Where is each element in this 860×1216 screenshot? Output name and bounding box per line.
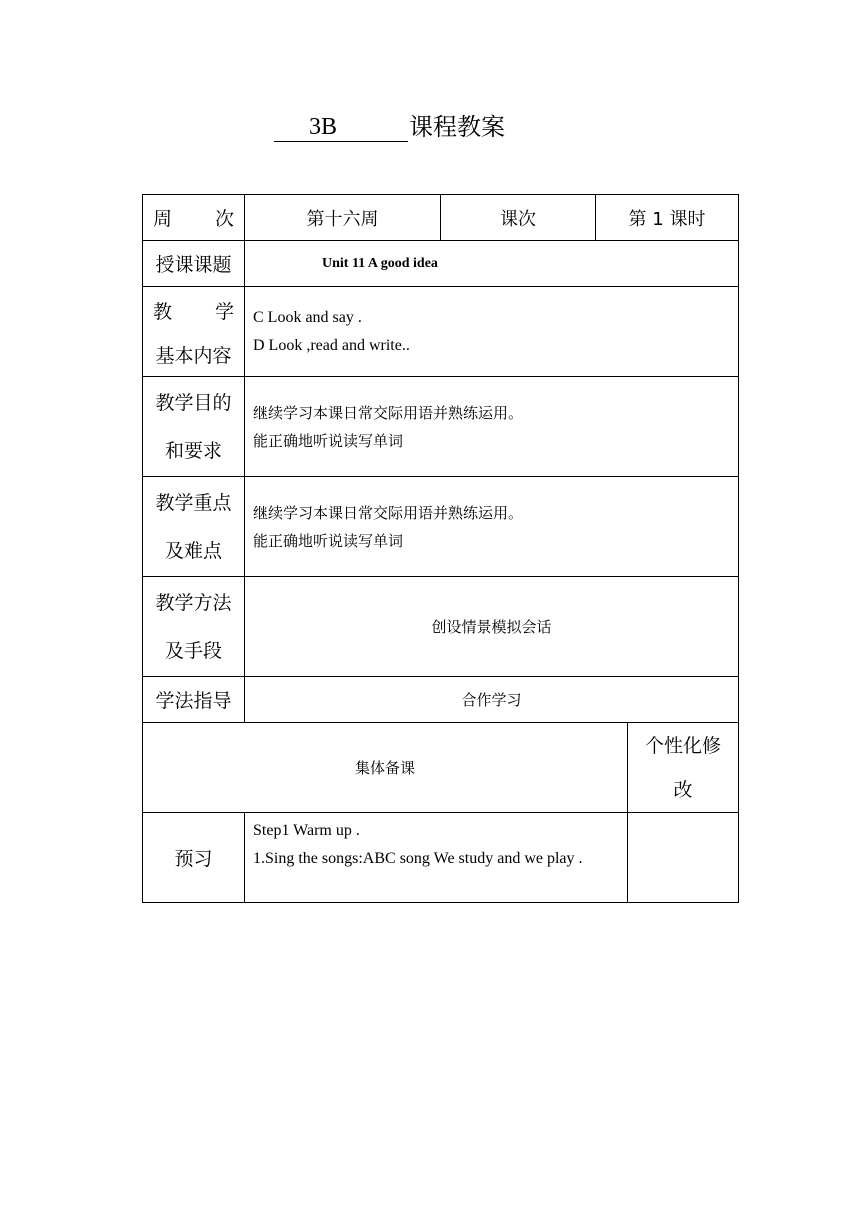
content-line: D Look ,read and write.. xyxy=(253,336,410,354)
week-row xyxy=(143,195,739,241)
week-value: 第十六周 xyxy=(245,195,441,241)
goals-row xyxy=(143,377,739,477)
guide-label: 学法指导 xyxy=(143,677,245,723)
lesson-label: 课次 xyxy=(441,195,596,241)
grade-label: 3B xyxy=(274,112,408,142)
focus-label xyxy=(143,477,245,577)
content-label xyxy=(143,287,245,377)
goals-label xyxy=(143,377,245,477)
focus-row xyxy=(143,477,739,577)
method-value: 创设情景模拟会话 xyxy=(245,577,739,677)
preview-text: 1.Sing the songs:ABC song We study and we play . xyxy=(253,850,583,867)
method-label-line2: 及手段 xyxy=(164,639,222,662)
focus-line: 能正确地听说读写单词 xyxy=(253,531,404,550)
preview-row xyxy=(143,813,739,903)
collective-prep-header: 集体备课 xyxy=(143,723,628,813)
guide-value: 合作学习 xyxy=(245,677,739,723)
preview-step: Step1 Warm up . xyxy=(253,822,360,839)
personal-header-line1: 个性化修 xyxy=(644,734,721,757)
goals-label-line2: 和要求 xyxy=(164,439,222,462)
topic-value: Unit 11 A good idea xyxy=(245,241,739,287)
week-label: 周 次 xyxy=(143,195,245,241)
focus-value xyxy=(245,477,739,577)
content-label-line2: 基本内容 xyxy=(155,344,232,367)
preview-content xyxy=(245,813,628,903)
preview-label: 预习 xyxy=(143,813,245,903)
goals-line: 能正确地听说读写单词 xyxy=(253,431,404,450)
guide-row xyxy=(143,677,739,723)
topic-row xyxy=(143,241,739,287)
content-label-line1: 教 学 xyxy=(153,300,234,323)
focus-line: 继续学习本课日常交际用语并熟练运用。 xyxy=(253,503,524,522)
content-value xyxy=(245,287,739,377)
topic-label: 授课课题 xyxy=(143,241,245,287)
content-row xyxy=(143,287,739,377)
goals-value xyxy=(245,377,739,477)
title-text: 课程教案 xyxy=(409,113,505,141)
lesson-plan-table xyxy=(142,194,739,903)
method-row xyxy=(143,577,739,677)
focus-label-line2: 及难点 xyxy=(164,539,222,562)
content-line: C Look and say . xyxy=(253,308,362,326)
document-title xyxy=(0,112,860,146)
goals-line: 继续学习本课日常交际用语并熟练运用。 xyxy=(253,403,524,422)
plan-header-row xyxy=(143,723,739,813)
focus-label-line1: 教学重点 xyxy=(155,491,232,514)
preview-revision-cell xyxy=(628,813,739,903)
personal-revision-header xyxy=(628,723,739,813)
method-label xyxy=(143,577,245,677)
lesson-value: 第 1 课时 xyxy=(596,195,739,241)
personal-header-line2: 改 xyxy=(673,778,693,801)
goals-label-line1: 教学目的 xyxy=(155,391,232,414)
method-label-line1: 教学方法 xyxy=(155,591,232,614)
